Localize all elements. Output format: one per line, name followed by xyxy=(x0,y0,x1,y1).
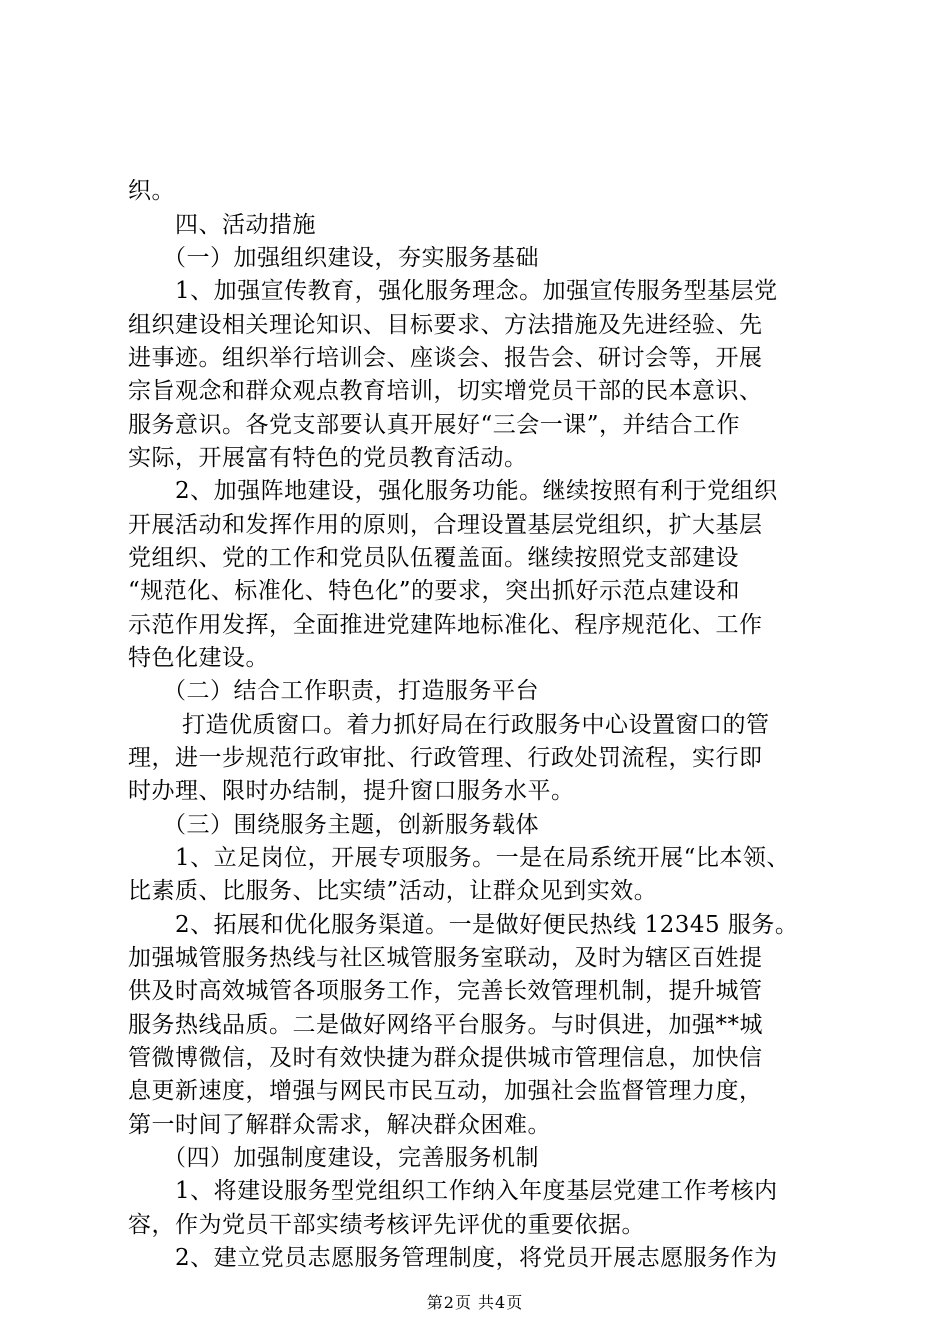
subsection-heading: （二）结合工作职责，打造服务平台 xyxy=(163,678,539,704)
text-line: 实际，开展富有特色的党员教育活动。 xyxy=(128,445,528,471)
text-line: 2、建立党员志愿服务管理制度，将党员开展志愿服务作为 xyxy=(175,1245,778,1271)
text-line: 宗旨观念和群众观点教育培训，切实增党员干部的民本意识、 xyxy=(128,378,763,404)
text-line: 示范作用发挥，全面推进党建阵地标准化、程序规范化、工作 xyxy=(128,612,763,638)
text-line: 打造优质窗口。着力抓好局在行政服务中心设置窗口的管 xyxy=(182,712,770,738)
subsection-heading: （四）加强制度建设，完善服务机制 xyxy=(163,1145,539,1171)
text-line: 2、加强阵地建设，强化服务功能。继续按照有利于党组织 xyxy=(175,478,778,504)
text-line: 供及时高效城管各项服务工作，完善长效管理机制，提升城管 xyxy=(128,978,763,1004)
text-line: 第一时间了解群众需求，解决群众困难。 xyxy=(128,1112,551,1138)
text-line: 1、立足岗位，开展专项服务。一是在局系统开展“比本领、 xyxy=(175,845,790,871)
subsection-heading: （一）加强组织建设，夯实服务基础 xyxy=(163,245,539,271)
text-line: 服务热线品质。二是做好网络平台服务。与时俱进，加强**城 xyxy=(128,1012,763,1038)
text-line: 进事迹。组织举行培训会、座谈会、报告会、研讨会等，开展 xyxy=(128,345,763,371)
text-line: 管微博微信，及时有效快捷为群众提供城市管理信息，加快信 xyxy=(128,1045,763,1071)
section-heading: 四、活动措施 xyxy=(175,212,316,238)
page-footer: 第2页 共4页 xyxy=(426,1293,524,1312)
text-line: 织。 xyxy=(128,178,175,204)
text-line: 比素质、比服务、比实绩”活动，让群众见到实效。 xyxy=(128,878,658,904)
text-line: 服务意识。各党支部要认真开展好“三会一课”，并结合工作 xyxy=(128,412,741,438)
text-line: 2、拓展和优化服务渠道。一是做好便民热线 12345 服务。 xyxy=(175,912,799,938)
text-line: “规范化、标准化、特色化”的要求，突出抓好示范点建设和 xyxy=(128,578,741,604)
text-line: 1、将建设服务型党组织工作纳入年度基层党建工作考核内 xyxy=(175,1178,778,1204)
text-line: 时办理、限时办结制，提升窗口服务水平。 xyxy=(128,778,575,804)
subsection-heading: （三）围绕服务主题，创新服务载体 xyxy=(163,812,539,838)
text-line: 党组织、党的工作和党员队伍覆盖面。继续按照党支部建设 xyxy=(128,545,739,571)
text-line: 1、加强宣传教育，强化服务理念。加强宣传服务型基层党 xyxy=(175,278,778,304)
text-line: 开展活动和发挥作用的原则，合理设置基层党组织，扩大基层 xyxy=(128,512,763,538)
text-line: 息更新速度，增强与网民市民互动，加强社会监督管理力度， xyxy=(128,1078,763,1104)
text-line: 组织建设相关理论知识、目标要求、方法措施及先进经验、先 xyxy=(128,312,763,338)
text-line: 特色化建设。 xyxy=(128,645,269,671)
text-line: 加强城管服务热线与社区城管服务室联动，及时为辖区百姓提 xyxy=(128,945,763,971)
text-line: 理，进一步规范行政审批、行政管理、行政处罚流程，实行即 xyxy=(128,745,763,771)
text-line: 容，作为党员干部实绩考核评先评优的重要依据。 xyxy=(128,1212,645,1238)
